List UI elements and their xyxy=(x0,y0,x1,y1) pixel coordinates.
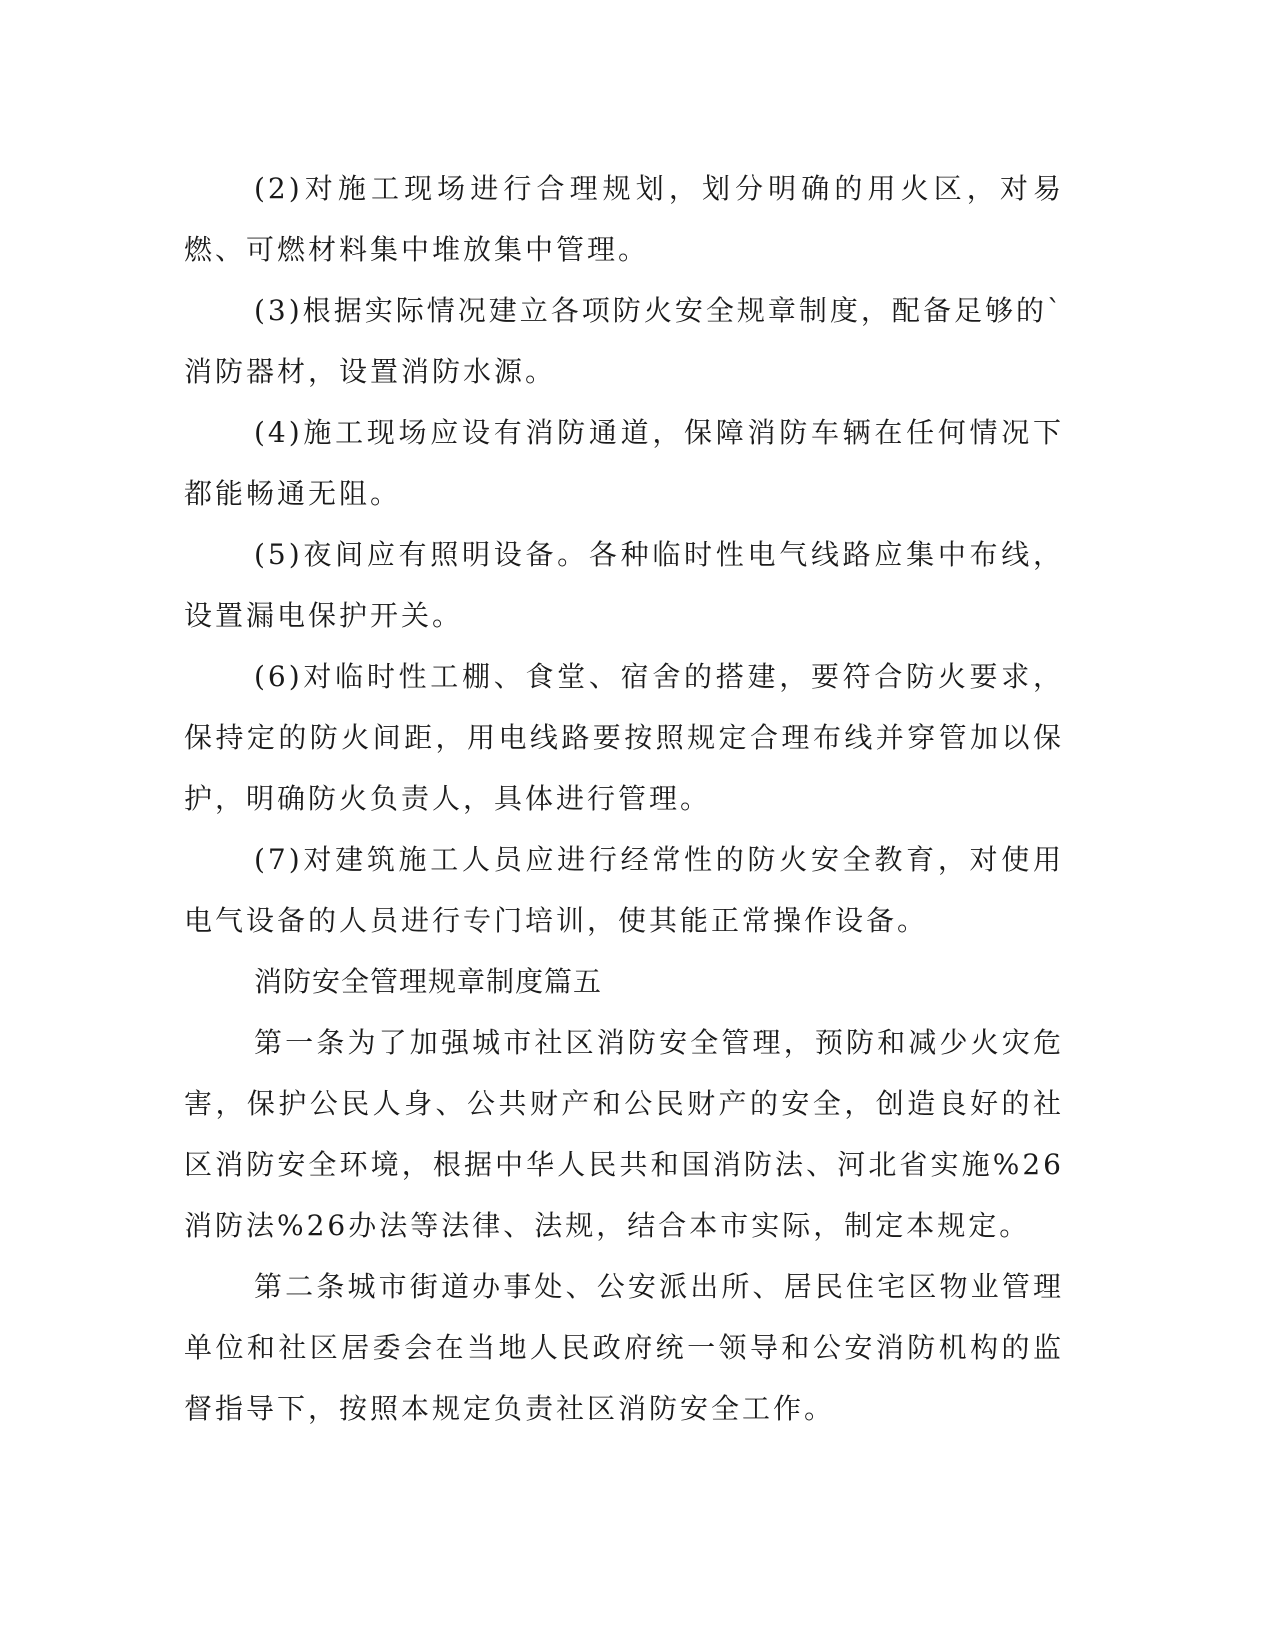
article-2: 第二条城市街道办事处、公安派出所、居民住宅区物业管理单位和社区居委会在当地人民政府统一领导和公安消防机构的监督指导下，按照本规定负责社区消防安全工作。 xyxy=(184,1270,1064,1425)
document-body xyxy=(184,158,1064,1439)
paragraph-item-7: (7)对建筑施工人员应进行经常性的防火安全教育，对使用电气设备的人员进行专门培训，使其能正常操作设备。 xyxy=(184,843,1064,937)
paragraph-item-2: (2)对施工现场进行合理规划，划分明确的用火区，对易燃、可燃材料集中堆放集中管理。 xyxy=(184,172,1064,266)
article-1: 第一条为了加强城市社区消防安全管理，预防和减少火灾危害，保护公民人身、公共财产和公民财产的安全，创造良好的社区消防安全环境，根据中华人民共和国消防法、河北省实施%26消防法%26办法等法律、法规，结合本市实际，制定本规定。 xyxy=(184,1026,1064,1242)
paragraph-item-4: (4)施工现场应设有消防通道，保障消防车辆在任何情况下都能畅通无阻。 xyxy=(184,416,1064,510)
paragraph-item-6: (6)对临时性工棚、食堂、宿舍的搭建，要符合防火要求，保持定的防火间距，用电线路要按照规定合理布线并穿管加以保护，明确防火负责人，具体进行管理。 xyxy=(184,660,1064,815)
paragraph-item-3: (3)根据实际情况建立各项防火安全规章制度，配备足够的`消防器材，设置消防水源。 xyxy=(184,294,1064,388)
paragraph-item-5: (5)夜间应有照明设备。各种临时性电气线路应集中布线，设置漏电保护开关。 xyxy=(184,538,1064,632)
section-title: 消防安全管理规章制度篇五 xyxy=(254,965,603,998)
